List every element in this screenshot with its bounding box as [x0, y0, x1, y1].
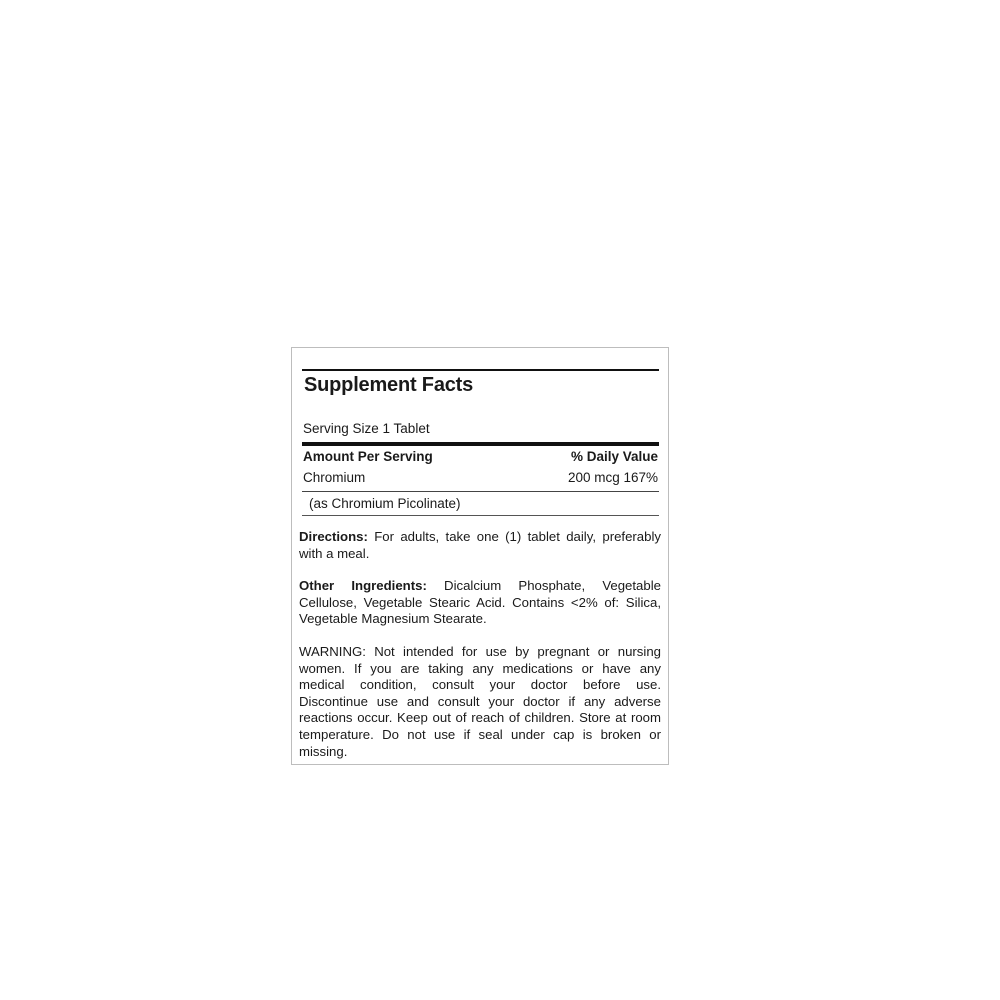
other-ingredients — [299, 578, 661, 628]
top-rule — [302, 369, 659, 371]
amount-per-serving-header: Amount Per Serving — [303, 449, 433, 464]
mid-rule — [302, 491, 659, 492]
other-ingredients-text: Dicalcium Phosphate, Vegetable Cellulose, Vegetable Stearic Acid. Contains <2% of: Silica, Vegetable Magnesium Stearate. — [299, 578, 661, 627]
warning-text: WARNING: Not intended for use by pregnant or nursing women. If you are taking any medications or have any medical condition, consult your doctor before use. Discontinue use and consult your doctor if any adverse reactions occur. Keep out of reach of children. Store at room temperature. Do not use if seal under cap is broken or missing. — [299, 644, 661, 759]
directions-text: For adults, take one (1) tablet daily, preferably with a meal. — [299, 529, 661, 561]
nutrient-source: (as Chromium Picolinate) — [309, 496, 461, 511]
daily-value-header: % Daily Value — [570, 449, 658, 464]
nutrient-amount: 200 mcg 167% — [567, 470, 658, 485]
directions-heading: Directions: — [299, 529, 368, 544]
supplement-facts-panel — [291, 347, 669, 765]
serving-size: Serving Size 1 Tablet — [303, 421, 430, 436]
other-ingredients-heading: Other Ingredients: — [299, 578, 427, 593]
panel-title: Supplement Facts — [304, 374, 474, 396]
thick-rule — [302, 442, 659, 446]
directions — [299, 529, 661, 562]
bottom-rule — [302, 515, 659, 516]
nutrient-name: Chromium — [303, 470, 366, 485]
